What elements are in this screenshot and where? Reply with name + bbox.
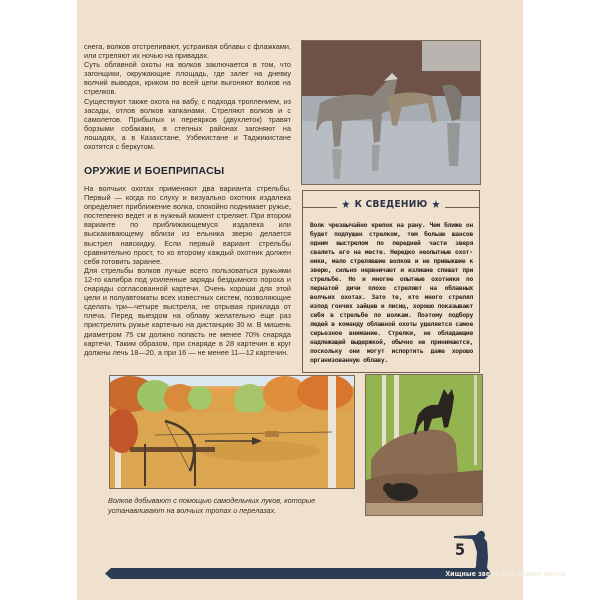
section-heading: ОРУЖИЕ И БОЕПРИПАСЫ [84,165,225,177]
divider [441,207,479,208]
info-title-row [303,197,479,211]
info-text: Волк чрезвычайно крепок на рану. Чем ближе он будет подпущен стрелком, тем больше шансов одним выстрелом по передней части зверя свалить его на месте. Нередко неопытные охотники, мало стрелявшие волков и не привыкшие к зверю, сильно нервничают и излишне спешат при стрельбе. Но и многие опытные охотники по пернатой дичи плохо стреляют на облавных волчьих охотах. Зато те, кто много стрелял изпод гончих зайцев и лисиц, хорошо показывают себя в стрельбе по волкам. Поэтому подбору людей в команду облавной охоты уделяется самое серьезное внимание. Стрелки, не обладающие надлежащей выдержкой, обычно не принимаются, поскольку они могут испортить даже хорошо организованную облаву. [310,222,473,364]
paragraph: На волчьих охотах применяют два варианта стрельбы. Первый — когда по слуху и визуально охотник издалека определяет приближение волка, спокойно поднимает ружье, постепенно ведет и в нужный момент стреляет. При втором варианте по приближающемуся издалека или выскакивающему вблизи из ельника зверю делается выстрел навскидку. Если первый вариант стрельбы сравнительно прост, то ко второму каждый охотник должен себя готовить заранее. [84,184,291,266]
divider [303,207,341,208]
page-number: 5 [455,540,466,559]
illustration-caption: Волков добывают с помощью самодельных луков, которые устанавливают на волчьих тропах и перелазах. [108,496,316,515]
footer-bar [105,568,491,579]
info-title-text: К СВЕДЕНИЮ [354,198,428,210]
bow-trap-illustration [109,375,355,489]
hunter-silhouette-icon [454,528,490,572]
star-icon: ★ [431,197,441,211]
intro-text-column [84,42,291,151]
star-icon: ★ [341,197,351,211]
weapons-text-column [84,184,291,357]
paragraph: снега, волков отстреливают, устраивая облавы с флажками, или стреляют их ночью на привадах. [84,42,291,61]
info-title [337,198,444,211]
paragraph: Для стрельбы волков лучше всего пользоваться ружьями 12-го калибра под усиленные заряды бездымного пороха и снаряды согласованной картечи. Очень хороши для этой цели и полуавтоматы всех известных систем, позволяющие сделать три—четыре выстрела, не отрывая приклада от плеча. Перед выездом на облаву желательно еще раз пристрелять ружье картечью на дистанцию 30 м. В мишень диаметром 75 см должно попасть не менее 70% снаряда картечи. Таким образом, при снаряде в 28 картечин в круг должны лечь 18—20, а при 16 — не менее 11—12 картечин. [84,265,291,357]
footer-chapter-title: Хищные звери как объект охоты [445,570,566,578]
info-sidebar-box [302,190,480,373]
wolf-on-rock-photo [365,374,483,516]
wolves-photo [301,40,481,185]
paragraph: Суть облавной охоты на волков заключается в том, что загонщики, окружающие площадь, где залег на дневку волчий выводок, криком по всей цепи выгоняют волков на стрелков. [84,60,291,97]
paragraph: Существуют также охота на вабу, с подхода троплением, из засады, отлов волков капканами. Стреляют волков и с самолетов. Прибылых и переярков (двухлеток) травят борзыми собаками, в степных районах загоняют на лошадях, а в Казахстане, Узбекистане и Таджикистане охотятся с беркутом. [84,96,291,152]
